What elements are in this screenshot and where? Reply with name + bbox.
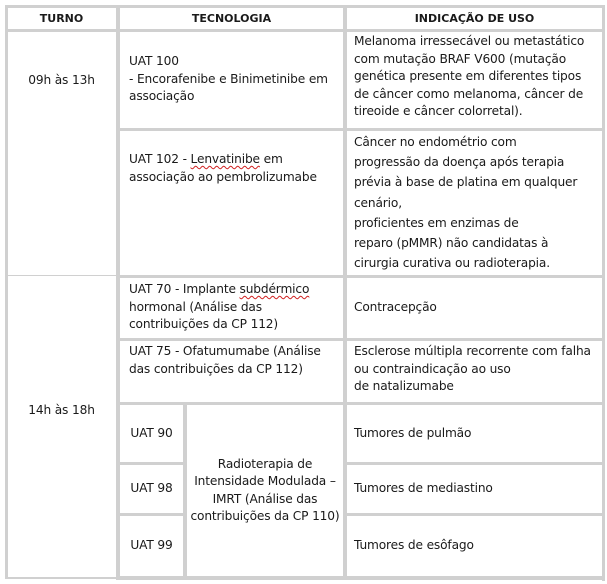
tech-line — [129, 281, 343, 299]
indication-line: reparo (pMMR) não candidatas à — [354, 236, 549, 251]
indication-line: genética presente em diferentes tipos — [354, 69, 582, 83]
imrt-description-line: Radioterapia de — [217, 456, 313, 471]
imrt-code: UAT 99 — [130, 538, 173, 553]
indication-line: com mutação BRAF V600 (mutação — [354, 51, 567, 66]
header-tecnologia: TECNOLOGIA — [120, 7, 343, 30]
indication-cell-uat98 — [347, 465, 602, 513]
tech-line: associação ao pembrolizumabe — [129, 169, 317, 184]
tech-line: associação — [129, 89, 195, 103]
tech-line: UAT 75 - Ofatumumabe (Análise — [129, 344, 321, 358]
tech-line: contribuições da CP 112) — [129, 317, 279, 331]
divider-row5 — [117, 462, 185, 465]
indication-line: cirurgia curativa ou radioterapia. — [354, 256, 550, 271]
imrt-code-uat99 — [120, 516, 183, 576]
indication-cell-uat100 — [347, 32, 602, 128]
shift-afternoon — [7, 276, 116, 577]
spellcheck-flagged-word: subdérmico — [239, 282, 310, 296]
divider-row6 — [117, 513, 185, 516]
shift-label: 14h às 18h — [28, 402, 95, 417]
imrt-code: UAT 98 — [130, 481, 173, 496]
tech-prefix: UAT 102 - — [129, 152, 191, 166]
imrt-description-line: IMRT (Análise das — [212, 491, 318, 506]
indication-line: progressão da doença após terapia — [354, 155, 565, 170]
divider-shift — [5, 275, 117, 276]
divider-row1 — [117, 128, 605, 131]
indication-text: Tumores de esôfago — [354, 538, 474, 553]
indication-line: ou contraindicação ao uso — [354, 361, 511, 376]
tech-line: das contribuições da CP 112) — [129, 361, 303, 376]
spellcheck-flagged-word: Lenvatinibe — [190, 152, 260, 166]
imrt-description-line: Intensidade Modulada – — [194, 474, 336, 488]
indication-line: prévia à base de platina em qualquer — [354, 175, 578, 190]
divider-subcol — [183, 402, 187, 580]
divider-row6b — [345, 513, 605, 516]
tech-line: hormonal (Análise das — [129, 299, 262, 314]
indication-cell-uat102 — [347, 131, 602, 275]
tech-line: - Encorafenibe e Binimetinibe em — [129, 71, 328, 86]
tech-cell-uat70 — [120, 278, 343, 338]
indication-text: Contracepção — [354, 300, 437, 315]
indication-text: Tumores de pulmão — [354, 425, 472, 440]
divider-row4 — [117, 402, 605, 405]
imrt-code-uat98 — [120, 465, 183, 513]
tech-suffix: em — [259, 152, 283, 166]
divider-col1 — [116, 5, 120, 580]
indication-cell-uat99 — [347, 516, 602, 576]
tech-prefix: UAT 70 - Implante — [129, 282, 240, 296]
imrt-description-line: contribuições da CP 110) — [190, 509, 340, 523]
tech-line — [129, 151, 343, 169]
tech-cell-uat102 — [120, 131, 343, 275]
border-right — [602, 5, 605, 581]
indication-line: de câncer como melanoma, câncer de — [354, 86, 584, 101]
indication-cell-uat70 — [347, 278, 602, 338]
imrt-code-uat90 — [120, 405, 183, 462]
indication-cell-uat90 — [347, 405, 602, 462]
imrt-code: UAT 90 — [130, 425, 173, 440]
indication-line: cenário, — [354, 195, 402, 210]
tech-cell-uat100 — [120, 32, 343, 128]
divider-row3 — [117, 338, 605, 341]
divider-row5b — [345, 462, 605, 465]
tech-cell-uat75 — [120, 341, 343, 402]
border-bottom-left — [5, 577, 117, 579]
indication-line: Melanoma irressecável ou metastático — [354, 34, 585, 48]
divider-row2 — [117, 275, 605, 278]
border-bottom-right — [116, 576, 605, 580]
border-top — [5, 5, 605, 8]
shift-morning — [7, 32, 116, 275]
indication-line: Câncer no endométrio com — [354, 135, 517, 149]
divider-col2 — [343, 5, 347, 580]
shift-label: 09h às 13h — [28, 72, 95, 87]
indication-line: tireoide e câncer colorretal). — [354, 104, 523, 118]
indication-line: de natalizumabe — [354, 379, 454, 393]
divider-header — [5, 29, 605, 32]
indication-cell-uat75 — [347, 341, 602, 402]
border-left — [5, 5, 8, 579]
tech-line: UAT 100 — [129, 54, 179, 68]
indication-text: Tumores de mediastino — [354, 481, 493, 496]
indication-line: proficientes em enzimas de — [354, 215, 519, 230]
header-turno: TURNO — [7, 7, 116, 30]
imrt-description — [187, 405, 343, 576]
header-indicacao: INDICAÇÃO DE USO — [347, 7, 602, 30]
indication-line: Esclerose múltipla recorrente com falha — [354, 344, 591, 358]
